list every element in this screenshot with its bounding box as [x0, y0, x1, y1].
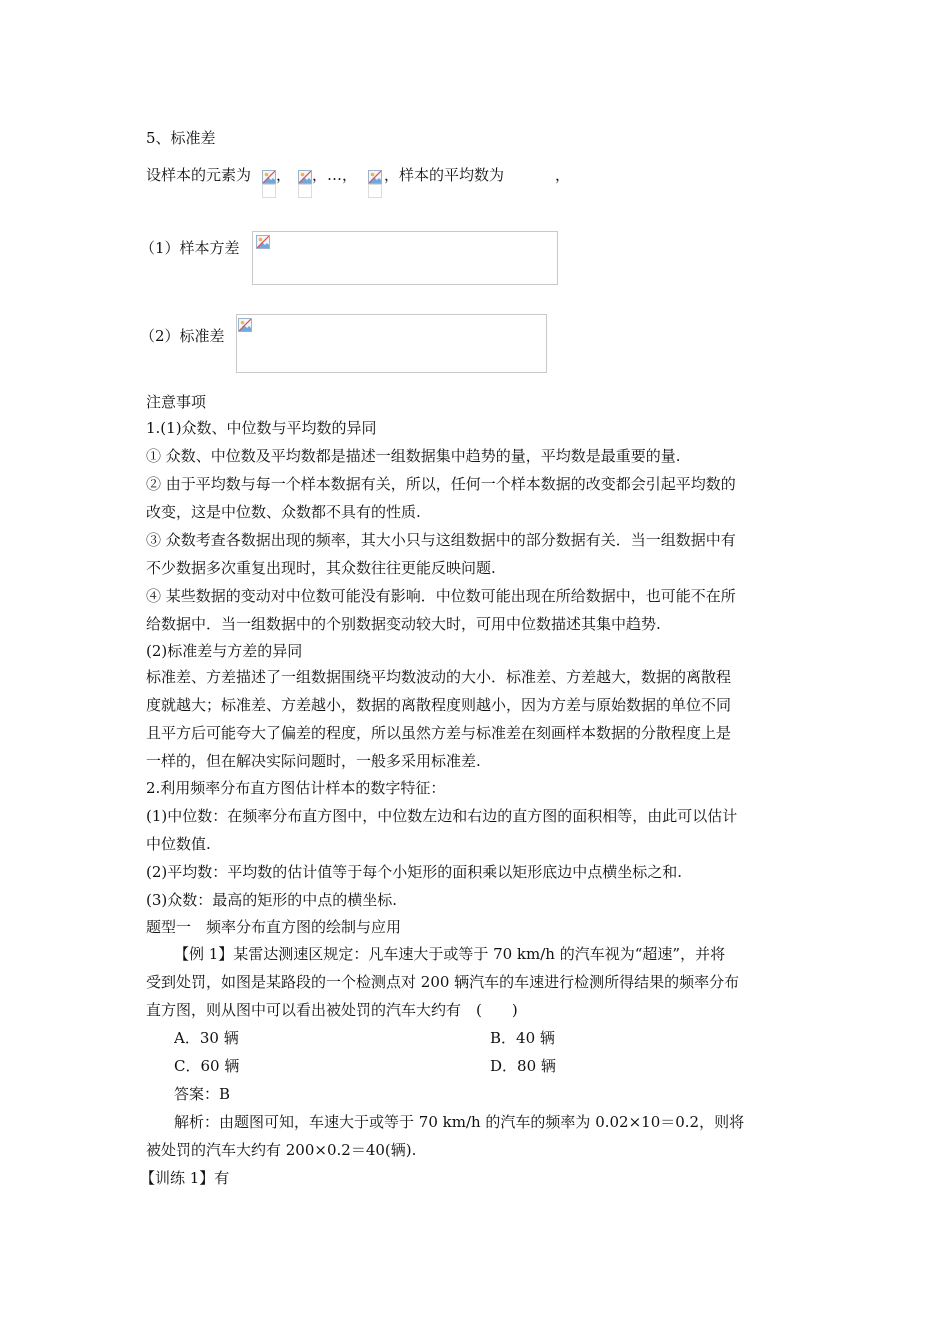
intro-end: ，	[555, 166, 571, 184]
notes-title: 注意事项	[146, 393, 207, 411]
intro-sep2: ，…，	[312, 166, 358, 184]
body-line: 1.(1)众数、中位数与平均数的异同	[146, 419, 377, 437]
analysis-line: 被处罚的汽车大约有 200×0.2＝40(辆).	[146, 1141, 417, 1159]
intro-tail: ，样本的平均数为	[384, 166, 505, 184]
section-title: 5、标准差	[146, 129, 216, 147]
body-line: 度就越大；标准差、方差越小，数据的离散程度则越小，因为方差与原始数据的单位不同	[146, 696, 732, 714]
body-line: ① 众数、中位数及平均数都是描述一组数据集中趋势的量，平均数是最重要的量.	[146, 447, 681, 465]
option-a: A．30 辆	[174, 1029, 239, 1047]
body-line: ③ 众数考查各数据出现的频率，其大小只与这组数据中的部分数据有关．当一组数据中有	[146, 531, 736, 549]
example-line: 【例 1】某雷达测速区规定：凡车速大于或等于 70 km/h 的汽车视为“超速”，并将	[174, 945, 726, 963]
body-line: 改变，这是中位数、众数都不具有的性质.	[146, 503, 421, 521]
option-d: D．80 辆	[490, 1057, 556, 1075]
body-line: 标准差、方差描述了一组数据围绕平均数波动的大小．标准差、方差越大，数据的离散程	[146, 668, 732, 686]
option-c: C．60 辆	[174, 1057, 240, 1075]
variance-label: （1）样本方差	[140, 239, 240, 257]
example-line: 直方图，则从图中可以看出被处罚的汽车大约有 ( )	[146, 1001, 518, 1019]
body-line: 且平方后可能夸大了偏差的程度，所以虽然方差与标准差在刻画样本数据的分散程度上是	[146, 724, 732, 742]
training-heading: 【训练 1】有	[140, 1169, 230, 1187]
std-label: （2）标准差	[140, 327, 225, 345]
body-line: 2.利用频率分布直方图估计样本的数字特征：	[146, 779, 446, 797]
body-line: (2)平均数：平均数的估计值等于每个小矩形的面积乘以矩形底边中点横坐标之和.	[146, 863, 683, 881]
example-line: 受到处罚，如图是某路段的一个检测点对 200 辆汽车的车速进行检测所得结果的频率分布	[146, 973, 740, 991]
image-frame	[262, 184, 276, 198]
body-line: 一样的，但在解决实际问题时，一般多采用标准差.	[146, 752, 481, 770]
body-line: ② 由于平均数与每一个样本数据有关，所以，任何一个样本数据的改变都会引起平均数的	[146, 475, 736, 493]
body-line: ④ 某些数据的变动对中位数可能没有影响．中位数可能出现在所给数据中，也可能不在所	[146, 587, 736, 605]
body-line: 给数据中．当一组数据中的个别数据变动较大时，可用中位数描述其集中趋势.	[146, 615, 661, 633]
body-line: (2)标准差与方差的异同	[146, 642, 303, 660]
element-image-icon	[368, 170, 382, 184]
body-line: 中位数值.	[146, 835, 211, 853]
answer: 答案：B	[174, 1085, 231, 1103]
body-line: (1)中位数：在频率分布直方图中，中位数左边和右边的直方图的面积相等，由此可以估计	[146, 807, 738, 825]
image-frame	[298, 184, 312, 198]
intro-lead: 设样本的元素为	[146, 166, 252, 184]
body-line: 不少数据多次重复出现时，其众数往往更能反映问题.	[146, 559, 496, 577]
element-image-icon	[298, 170, 312, 184]
std-formula-box	[236, 314, 547, 373]
element-image-icon	[262, 170, 276, 184]
image-frame	[368, 184, 382, 198]
formula-image-icon	[256, 235, 270, 249]
formula-image-icon	[238, 318, 252, 332]
body-line: (3)众数：最高的矩形的中点的横坐标.	[146, 891, 398, 909]
variance-formula-box	[252, 231, 558, 285]
section-heading: 题型一 频率分布直方图的绘制与应用	[146, 918, 402, 936]
analysis-line: 解析：由题图可知，车速大于或等于 70 km/h 的汽车的频率为 0.02×10＝0.2，则将	[174, 1113, 745, 1131]
intro-sep1: ，	[276, 166, 292, 184]
option-b: B．40 辆	[490, 1029, 555, 1047]
